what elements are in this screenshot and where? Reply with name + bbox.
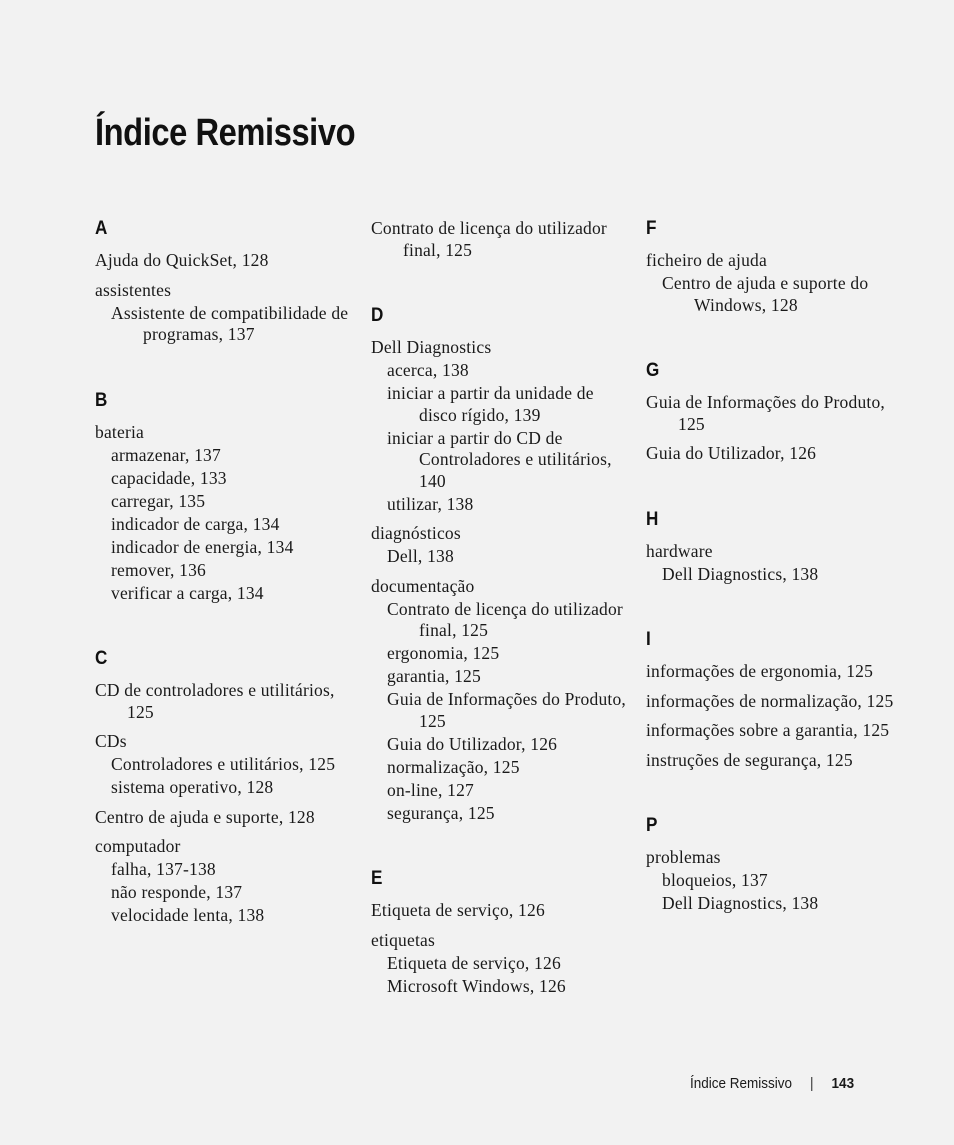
index-section-a <box>95 218 350 346</box>
index-subterm: on-line, 127 <box>387 779 474 800</box>
index-section-e <box>371 868 626 997</box>
index-column-3 <box>646 218 901 959</box>
index-subterm: normalização, 125 <box>387 756 520 777</box>
index-section-d <box>371 305 626 824</box>
index-entry <box>95 836 350 927</box>
index-subterm: utilizar, 138 <box>387 493 474 514</box>
index-entry <box>95 250 350 272</box>
index-subterm: iniciar a partir da unidade de disco rígido, 139 <box>387 383 594 425</box>
index-subterm: indicador de energia, 134 <box>111 536 294 557</box>
section-letter: D <box>371 305 384 326</box>
section-letter: C <box>95 648 108 669</box>
index-entry <box>95 422 350 605</box>
section-letter: F <box>646 218 657 239</box>
index-subterm: Microsoft Windows, 126 <box>387 975 566 996</box>
index-section-h <box>646 509 901 586</box>
index-subterm: Guia de Informações do Produto, 125 <box>387 689 626 731</box>
footer-separator: | <box>810 1075 814 1092</box>
index-entry <box>95 731 350 799</box>
section-letter: I <box>646 629 651 650</box>
index-section-p <box>646 815 901 915</box>
index-entry <box>95 680 350 723</box>
index-term: etiquetas <box>371 929 435 950</box>
index-subterm: Dell Diagnostics, 138 <box>662 563 819 584</box>
index-entry <box>371 523 626 568</box>
index-entry <box>646 443 901 465</box>
index-subterm: ergonomia, 125 <box>387 643 500 663</box>
index-subterm: Assistente de compatibilidade de programas, 137 <box>111 302 349 344</box>
index-subterm: segurança, 125 <box>387 802 495 823</box>
section-letter: G <box>646 360 660 381</box>
index-entry <box>646 720 901 742</box>
index-subterm: Dell Diagnostics, 138 <box>662 893 819 913</box>
index-subterm: garantia, 125 <box>387 666 481 686</box>
index-term: Guia do Utilizador, 126 <box>646 443 817 463</box>
index-term: diagnósticos <box>371 523 461 543</box>
page-title: Índice Remissivo <box>95 112 356 154</box>
index-term: bateria <box>95 421 145 442</box>
index-term: assistentes <box>95 279 172 300</box>
index-entry <box>371 930 626 998</box>
index-subterm: Centro de ajuda e suporte do Windows, 128 <box>662 273 869 315</box>
index-entry <box>646 661 901 683</box>
index-term: Ajuda do QuickSet, 128 <box>95 250 269 270</box>
index-term: informações sobre a garantia, 125 <box>646 720 890 740</box>
section-letter: B <box>95 389 108 411</box>
index-entry <box>646 250 901 316</box>
index-term: hardware <box>646 540 713 561</box>
index-subterm: acerca, 138 <box>387 360 469 380</box>
index-entry <box>371 900 626 922</box>
section-letter: A <box>95 218 108 239</box>
index-subterm: verificar a carga, 134 <box>111 582 264 603</box>
index-section-g <box>646 360 901 465</box>
index-subterm: iniciar a partir do CD de Controladores e utilitários, 140 <box>387 427 612 491</box>
index-term: documentação <box>371 575 475 596</box>
index-section-b <box>95 390 350 605</box>
index-subterm: velocidade lenta, 138 <box>111 905 265 925</box>
index-subterm: Contrato de licença do utilizador final, 125 <box>387 598 623 640</box>
index-section-i <box>646 629 901 771</box>
index-subterm: Guia do Utilizador, 126 <box>387 733 558 754</box>
index-term: informações de normalização, 125 <box>646 690 894 711</box>
index-column-2 <box>371 218 626 1041</box>
index-term: computador <box>95 836 181 856</box>
index-entry <box>646 847 901 915</box>
index-term: informações de ergonomia, 125 <box>646 661 874 681</box>
index-entry <box>371 218 626 261</box>
index-entry <box>646 691 901 713</box>
section-letter: E <box>371 868 383 889</box>
index-term: instruções de segurança, 125 <box>646 749 853 770</box>
index-column-1 <box>95 218 350 971</box>
index-entry <box>95 280 350 346</box>
index-subterm: bloqueios, 137 <box>662 870 768 890</box>
index-entry <box>646 750 901 772</box>
index-term: CDs <box>95 731 127 751</box>
index-term: Guia de Informações do Produto, 125 <box>646 392 885 434</box>
index-subterm: armazenar, 137 <box>111 444 221 465</box>
index-subterm: Controladores e utilitários, 125 <box>111 754 336 774</box>
section-letter: H <box>646 508 659 530</box>
index-subterm: sistema operativo, 128 <box>111 777 274 797</box>
page-footer <box>690 1075 854 1092</box>
index-section-c <box>95 648 350 927</box>
index-subterm: não responde, 137 <box>111 882 243 902</box>
index-term: ficheiro de ajuda <box>646 250 767 270</box>
index-subterm: remover, 136 <box>111 559 207 580</box>
index-term: Dell Diagnostics <box>371 337 492 357</box>
index-entry <box>95 807 350 829</box>
index-term: Centro de ajuda e suporte, 128 <box>95 806 315 827</box>
index-entry <box>371 576 626 825</box>
index-entry <box>371 337 626 515</box>
index-subterm: falha, 137-138 <box>111 859 216 879</box>
index-term: CD de controladores e utilitários, 125 <box>95 680 335 722</box>
index-term: Etiqueta de serviço, 126 <box>371 900 545 920</box>
index-section-f <box>646 218 901 316</box>
index-term: Contrato de licença do utilizador final, 125 <box>371 218 607 260</box>
page-number: 143 <box>831 1075 855 1092</box>
index-subterm: carregar, 135 <box>111 490 206 511</box>
section-letter: P <box>646 815 658 836</box>
index-subterm: capacidade, 133 <box>111 467 227 488</box>
index-subterm: Dell, 138 <box>387 546 454 566</box>
index-entry <box>646 392 901 435</box>
index-subterm: indicador de carga, 134 <box>111 513 280 534</box>
footer-section-title: Índice Remissivo <box>690 1075 793 1092</box>
index-subterm: Etiqueta de serviço, 126 <box>387 952 561 973</box>
index-section-continued <box>371 218 626 261</box>
index-term: problemas <box>646 847 721 867</box>
index-entry <box>646 541 901 586</box>
